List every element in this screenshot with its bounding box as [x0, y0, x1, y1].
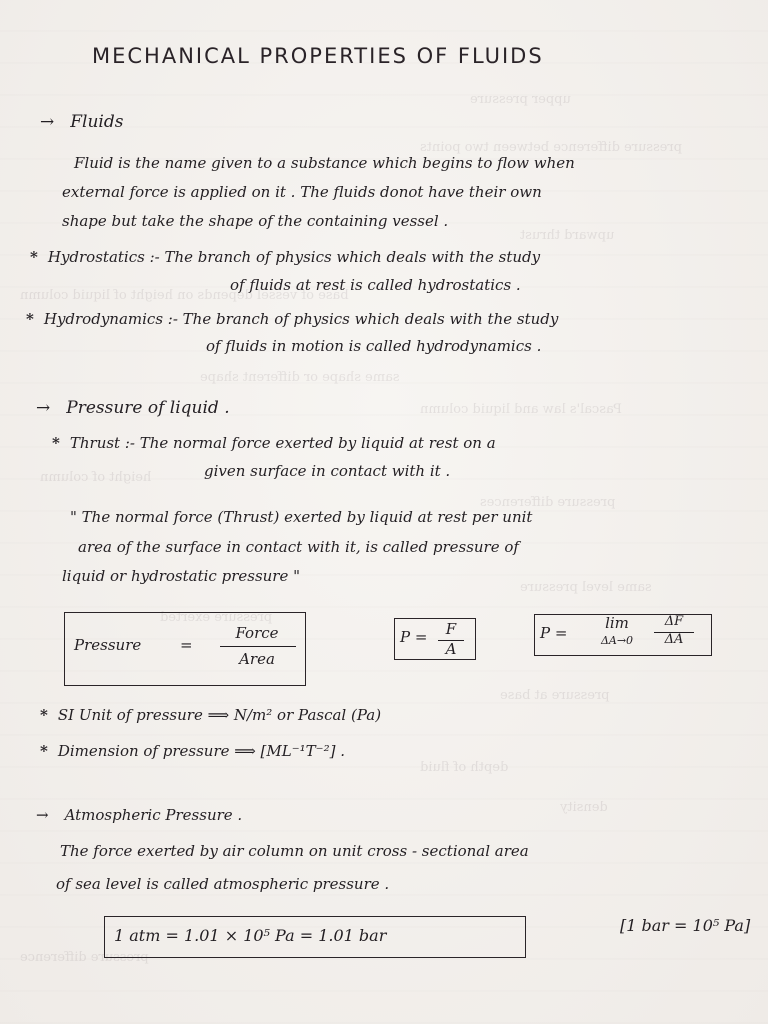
dimension-line [40, 742, 345, 760]
formula-denominator: ΔA [664, 632, 684, 647]
atmospheric-text-line: of sea level is called atmospheric pressure . [56, 875, 390, 893]
limit-subscript: ΔA→0 [600, 634, 634, 647]
bleed-through-text: base of vessel depends on height of liquid column [20, 288, 349, 303]
formula-numerator: F [445, 620, 457, 638]
thrust-text: Thrust :- The normal force exerted by liquid at rest on a [69, 434, 496, 452]
star-bullet-icon: * [40, 742, 48, 760]
fluids-text-line: shape but take the shape of the containing vessel . [62, 212, 449, 230]
pressure-definition-line: area of the surface in contact with it, is called pressure of [78, 538, 519, 556]
formula-numerator: Force [235, 624, 279, 642]
formula-denominator: A [445, 640, 457, 658]
pressure-heading [36, 398, 230, 418]
star-bullet-icon: * [26, 310, 34, 328]
thrust-line [52, 434, 496, 452]
fluids-text-line: external force is applied on it . The fluids donot have their own [62, 183, 542, 201]
bleed-through-text: pressure exerted [160, 610, 273, 625]
formula-lhs: P = [540, 624, 568, 642]
hydrodynamics-line: of fluids in motion is called hydrodynamics . [206, 337, 542, 355]
hydrostatics-line [30, 248, 540, 266]
formula-equals: = [180, 636, 193, 654]
bleed-through-text: pressure at base [500, 688, 610, 703]
fluids-text-line: Fluid is the name given to a substance which begins to flow when [74, 154, 575, 172]
atmospheric-heading [36, 806, 242, 824]
bleed-through-text: pressure differences [480, 495, 616, 510]
pressure-definition-line: liquid or hydrostatic pressure " [62, 567, 301, 585]
pressure-definition-line: " The normal force (Thrust) exerted by liquid at rest per unit [70, 508, 533, 526]
arrow-icon: → [40, 112, 55, 132]
bleed-through-text: depth of fluid [420, 760, 509, 775]
section-heading: Atmospheric Pressure . [64, 806, 243, 824]
formula-numerator: ΔF [664, 614, 684, 629]
bleed-through-text: upper pressure [470, 92, 571, 107]
bleed-through-text: height of column [40, 470, 152, 485]
formula-denominator: Area [239, 650, 275, 668]
si-unit-line [40, 706, 381, 724]
bleed-through-text: same shape or different shape [200, 370, 400, 385]
bar-conversion-text: [1 bar = 10⁵ Pa] [620, 916, 751, 935]
star-bullet-icon: * [40, 706, 48, 724]
bar-conversion-value: 1 bar = 10⁵ Pa [626, 916, 744, 935]
star-bullet-icon: * [52, 434, 60, 452]
limit-label: lim [605, 614, 629, 632]
hydrodynamics-line [26, 310, 558, 328]
arrow-icon: → [36, 806, 49, 824]
star-bullet-icon: * [30, 248, 38, 266]
bleed-through-text: pressure difference [20, 950, 149, 965]
page-title: MECHANICAL PROPERTIES OF FLUIDS [92, 44, 544, 68]
section-heading: Fluids [70, 112, 124, 132]
hydrostatics-line: of fluids at rest is called hydrostatics . [230, 276, 521, 294]
formula-lhs: Pressure [74, 636, 142, 654]
atmospheric-text-line: The force exerted by air column on unit cross - sectional area [60, 842, 529, 860]
bleed-through-text: pressure difference between two points [420, 140, 682, 155]
bleed-through-text: density [560, 800, 608, 815]
bleed-through-text: same level pressure [520, 580, 652, 595]
section-heading: Pressure of liquid . [66, 398, 230, 418]
fraction-bar [220, 646, 296, 647]
dimension-text: Dimension of pressure ⟹ [ML⁻¹T⁻²] . [57, 742, 345, 760]
thrust-line: given surface in contact with it . [204, 462, 451, 480]
arrow-icon: → [36, 398, 51, 418]
hydrostatics-text: Hydrostatics :- The branch of physics which deals with the study [47, 248, 541, 266]
bleed-through-text: upward thrust [520, 228, 615, 243]
bleed-through-text: Pascal's law and liquid column [420, 402, 622, 417]
si-unit-text: SI Unit of pressure ⟹ N/m² or Pascal (Pa) [57, 706, 382, 724]
hydrodynamics-text: Hydrodynamics :- The branch of physics which deals with the study [43, 310, 559, 328]
atm-conversion-text: 1 atm = 1.01 × 10⁵ Pa = 1.01 bar [114, 926, 387, 945]
fluids-heading [40, 112, 123, 132]
formula-lhs: P = [400, 628, 428, 646]
